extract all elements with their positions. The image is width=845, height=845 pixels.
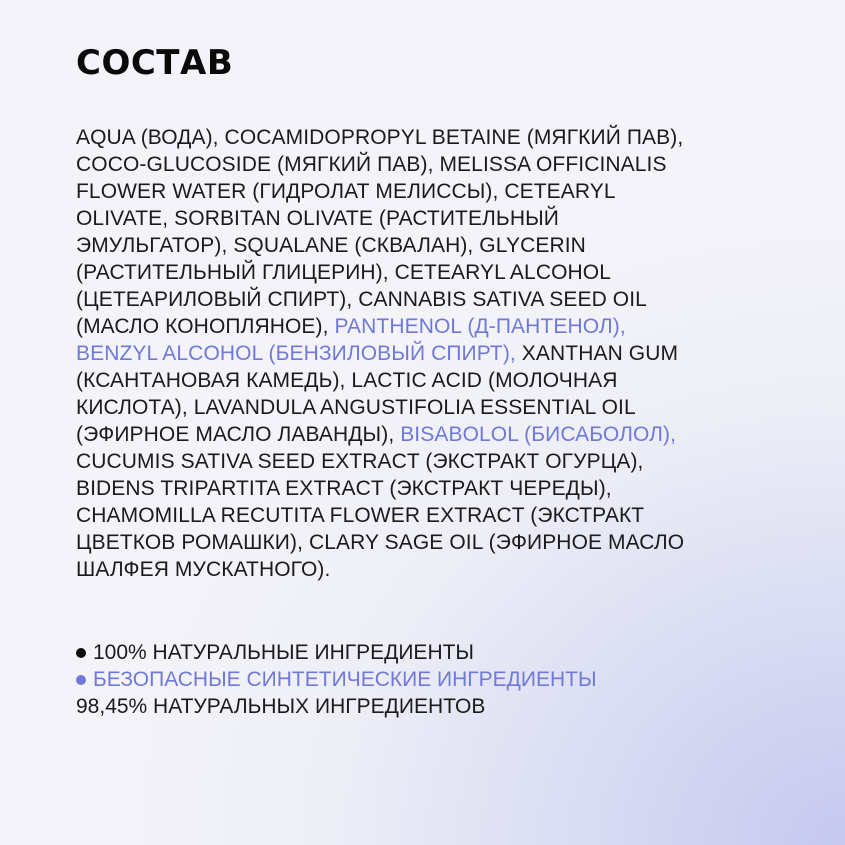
ingredients-list	[76, 124, 691, 583]
composition-panel	[76, 0, 796, 845]
summary-label: 98,45% НАТУРАЛЬНЫХ ИНГРЕДИЕНТОВ	[76, 695, 486, 718]
legend-synthetic-label: БЕЗОПАСНЫЕ СИНТЕТИЧЕСКИЕ ИНГРЕДИЕНТЫ	[93, 668, 597, 691]
blue-dot-icon	[76, 675, 86, 685]
ingredient-group-synthetic: PANTHENOL (Д-ПАНТЕНОЛ), BENZYL ALCOHOL (БЕНЗИЛОВЫЙ СПИРТ),	[76, 315, 626, 365]
ingredient-group-natural: XANTHAN GUM (КСАНТАНОВАЯ КАМЕДЬ), LACTIC ACID (МОЛОЧНАЯ КИСЛОТА), LAVANDULA ANGUSTIFOLIA ESSENTIAL OIL (ЭФИРНОЕ МАСЛО ЛАВАНДЫ),	[76, 342, 679, 446]
page-title: СОСТАВ	[76, 43, 234, 83]
natural-percentage-summary	[76, 693, 597, 720]
ingredient-group-synthetic: BISABOLOL (БИСАБОЛОЛ),	[400, 423, 677, 446]
legend-synthetic	[76, 666, 597, 693]
ingredient-group-natural: CUCUMIS SATIVA SEED EXTRACT (ЭКСТРАКТ ОГУРЦА), BIDENS TRIPARTITA EXTRACT (ЭКСТРАКТ ЧЕРЕДЫ), CHAMOMILLA RECUTITA FLOWER EXTRACT (ЭКСТРАКТ ЦВЕТКОВ РОМАШКИ), CLARY SAGE OIL (ЭФИРНОЕ МАСЛО ШАЛФЕЯ МУСКАТНОГО).	[76, 450, 685, 581]
black-dot-icon	[76, 648, 86, 658]
ingredient-group-natural: AQUA (ВОДА), COCAMIDOPROPYL BETAINE (МЯГКИЙ ПАВ), COCO-GLUCOSIDE (МЯГКИЙ ПАВ), MELISSA OFFICINALIS FLOWER WATER (ГИДРОЛАТ МЕЛИССЫ), CETEARYL OLIVATE, SORBITAN OLIVATE (РАСТИТЕЛЬНЫЙ ЭМУЛЬГАТОР), SQUALANE (СКВАЛАН), GLYCERIN (РАСТИТЕЛЬНЫЙ ГЛИЦЕРИН), CETEARYL ALCOHOL (ЦЕТЕАРИЛОВЫЙ СПИРТ), CANNABIS SATIVA SEED OIL (МАСЛО КОНОПЛЯНОЕ),	[76, 126, 684, 338]
legend-natural	[76, 639, 597, 666]
legend-natural-label: 100% НАТУРАЛЬНЫЕ ИНГРЕДИЕНТЫ	[93, 641, 475, 664]
ingredients-legend	[76, 639, 597, 720]
